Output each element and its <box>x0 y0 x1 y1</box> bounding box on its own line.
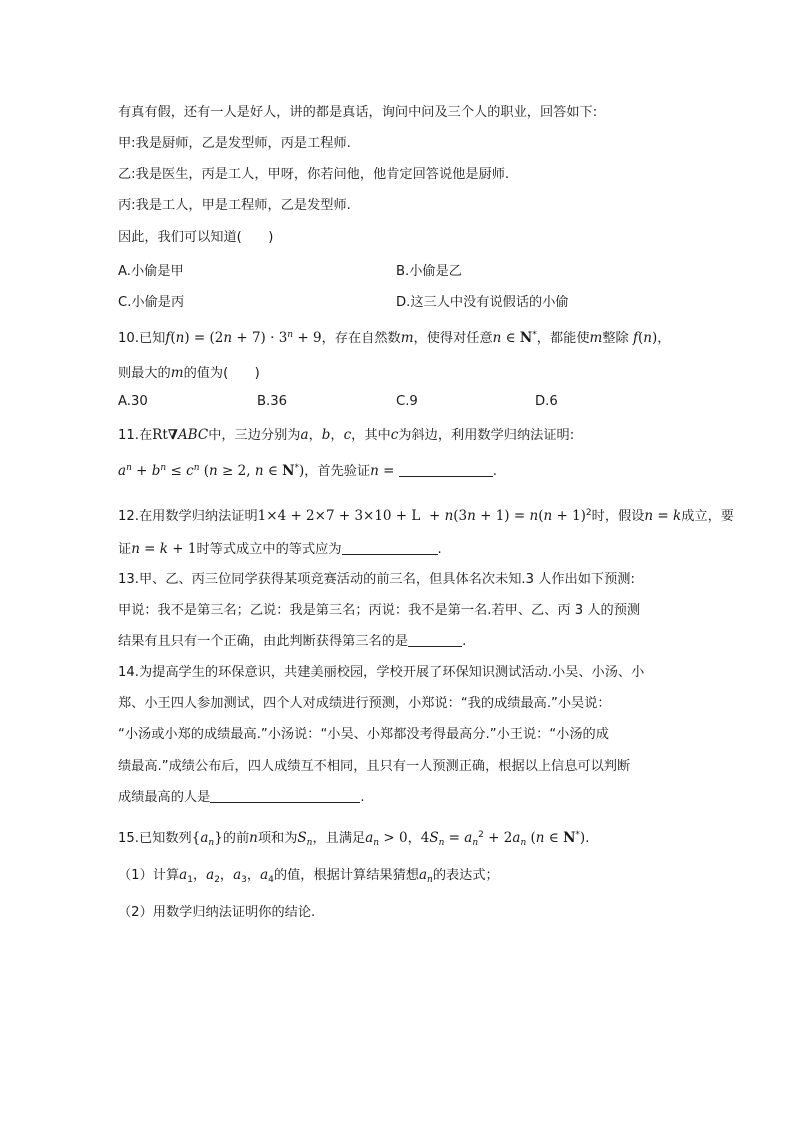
q14-answer-blank[interactable] <box>210 789 360 803</box>
statement-yi: 乙:我是医生，丙是工人，甲呀，你若问他，他肯定回答说他是厨师. <box>118 167 510 182</box>
q10-option-c: C.9 <box>396 394 418 409</box>
q9-option-d: D.这三人中没有说假话的小偷 <box>396 295 569 310</box>
intro-line: 有真有假，还有一人是好人，讲的都是真话，询问中问及三个人的职业，回答如下: <box>118 105 598 120</box>
q14-line3: “小汤或小郑的成绩最高.”小汤说：“小吴、小郑都没考得最高分.”小王说：“小汤的成 <box>118 727 609 742</box>
q12-line2: 证n = k + 1时等式成立中的等式应为 . <box>118 541 442 557</box>
q14-line4: 绩最高.”成绩公布后，四人成绩互不相同，且只有一人预测正确，根据以上信息可以判断 <box>118 759 631 774</box>
q14-line2: 郑、小王四人参加测试，四个人对成绩进行预测，小郑说：“我的成绩最高.”小吴说： <box>118 696 611 711</box>
q15-line1: 15.已知数列$\{a_n\}$的前n项和为$S_n$，且满足$a_n > 0$，$4S_n = a_n^2 + 2a_n$ (n ∈ N*). <box>118 830 590 848</box>
q10-option-d: D.6 <box>535 394 558 409</box>
q13-line1: 13.甲、乙、丙三位同学获得某项竞赛活动的前三名，但具体名次未知.3 人作出如下预测: <box>118 572 635 587</box>
q10-option-b: B.36 <box>257 394 288 409</box>
q14-line1: 14.为提高学生的环保意识，共建美丽校园，学校开展了环保知识测试活动.小吴、小汤、小 <box>118 665 645 680</box>
q9-option-b: B.小偷是乙 <box>396 264 462 279</box>
q9-option-c: C.小偷是丙 <box>118 295 185 310</box>
q13-line3: 结果有且只有一个正确，由此判断获得第三名的是 . <box>118 634 467 649</box>
statement-bing: 丙:我是工人，甲是工程师，乙是发型师. <box>118 198 351 213</box>
q12-answer-blank[interactable] <box>342 541 438 555</box>
q14-line5: 成绩最高的人是 . <box>118 790 365 805</box>
q11-answer-blank[interactable] <box>399 463 493 477</box>
q9-option-a: A.小偷是甲 <box>118 264 184 279</box>
q10-line1: 10.已知$f(n) = (2n + 7) \cdot 3^n + 9$，存在自然数m，使得对任意n ∈ N*，都能使m整除 f(n)， <box>118 330 671 346</box>
q13-answer-blank[interactable] <box>408 633 462 647</box>
q10-formula: f <box>165 330 171 346</box>
q13-line2: 甲说：我不是第三名；乙说：我是第三名；丙说：我不是第一名.若甲、乙、丙 3 人的预测 <box>118 603 641 618</box>
q9-stem: 因此，我们可以知道( ) <box>118 230 274 245</box>
q11-line2: $a^n + b^n \le c^n$ (n ≥ 2, n ∈ N*)，首先验证n = . <box>118 463 497 479</box>
q15-sub2: （2）用数学归纳法证明你的结论. <box>118 905 316 920</box>
q11-line1: 11.在Rt∇ABC中，三边分别为a，b，c，其中c为斜边，利用数学归纳法证明: <box>118 427 575 443</box>
q12-line1: 12.在用数学归纳法证明$1\times 4 + 2\times 7 + 3\times 10 + L + n(3n + 1) = n(n + 1)^2$时，假设n = k成立，要 <box>118 508 734 524</box>
q15-sub1: （1）计算$a_1$，$a_2$，$a_3$，$a_4$的值，根据计算结果猜想$a_n$的表达式； <box>118 867 499 885</box>
statement-jia: 甲:我是厨师，乙是发型师，丙是工程师. <box>118 136 351 151</box>
q10-option-a: A.30 <box>118 394 148 409</box>
q10-line2: 则最大的m的值为( ) <box>118 365 260 381</box>
